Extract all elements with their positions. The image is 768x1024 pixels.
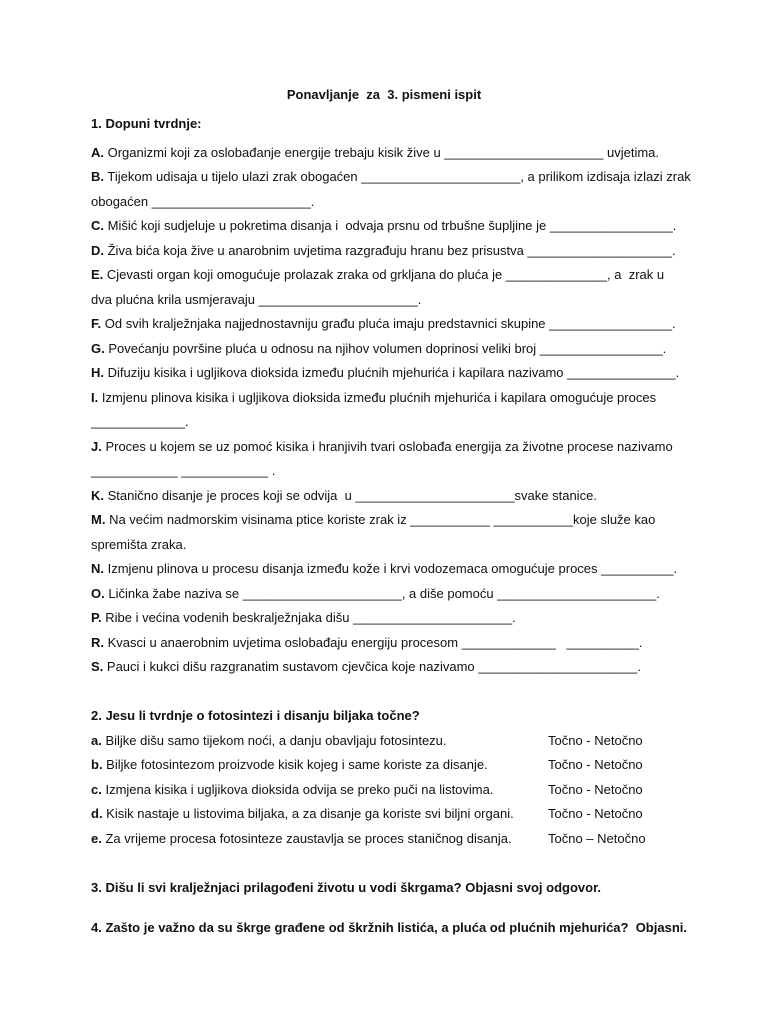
fill-in-item-e: [91, 267, 664, 283]
fill-in-item-j: [91, 439, 673, 455]
item-text: Pauci i kukci dišu razgranatim sustavom cjevčica koje nazivamo ______________________.: [103, 659, 641, 674]
true-false-choice[interactable]: Točno - Netočno: [548, 782, 643, 797]
item-text: Stanično disanje je proces koji se odvija u ______________________svake stanice.: [104, 488, 597, 503]
item-letter: F.: [91, 316, 102, 331]
item-letter: b.: [91, 757, 103, 772]
true-false-item-c: [91, 782, 493, 798]
item-text: Organizmi koji za oslobađanje energije trebaju kisik žive u ______________________ uvjetima.: [104, 145, 660, 160]
item-letter: D.: [91, 243, 104, 258]
item-letter: P.: [91, 610, 102, 625]
true-false-choice[interactable]: Točno - Netočno: [548, 733, 643, 748]
fill-in-item-b-continuation: obogaćen ______________________.: [91, 194, 315, 209]
item-letter: G.: [91, 341, 105, 356]
item-letter: I.: [91, 390, 99, 405]
section-1-heading: 1. Dopuni tvrdnje:: [91, 116, 202, 131]
fill-in-item-s: [91, 659, 641, 675]
item-text: Povećanju površine pluća u odnosu na njihov volumen doprinosi veliki broj _________________.: [104, 341, 667, 356]
item-text: Od svih kralježnjaka najjednostavniju građu pluća imaju predstavnici skupine _________________.: [101, 316, 676, 331]
true-false-choice[interactable]: Točno - Netočno: [548, 806, 643, 821]
item-letter: A.: [91, 145, 104, 160]
item-text: Difuziju kisika i ugljikova dioksida između plućnih mjehurića i kapilara nazivamo _______________.: [104, 365, 680, 380]
item-text: Na većim nadmorskim visinama ptice koriste zrak iz ___________ ___________koje služe kao: [105, 512, 656, 527]
item-text: Kisik nastaje u listovima biljaka, a za disanje ga koriste svi biljni organi.: [102, 806, 514, 821]
item-letter: O.: [91, 586, 105, 601]
item-letter: a.: [91, 733, 102, 748]
fill-in-item-a: [91, 145, 659, 161]
item-letter: M.: [91, 512, 106, 527]
fill-in-item-i: [91, 390, 656, 406]
item-text: Mišić koji sudjeluje u pokretima disanja i odvaja prsnu od trbušne šupljine je _________________.: [104, 218, 677, 233]
item-text: Cjevasti organ koji omogućuje prolazak zraka od grkljana do pluća je ______________, a zrak u: [103, 267, 665, 282]
true-false-item-b: [91, 757, 488, 773]
true-false-item-a: [91, 733, 447, 749]
item-text: Biljke dišu samo tijekom noći, a danju obavljaju fotosintezu.: [101, 733, 447, 748]
item-letter: E.: [91, 267, 104, 282]
fill-in-item-p: [91, 610, 516, 626]
fill-in-item-b: [91, 169, 691, 185]
fill-in-item-h: [91, 365, 679, 381]
true-false-item-d: [91, 806, 514, 822]
fill-in-item-o: [91, 586, 660, 602]
item-text: Ličinka žabe naziva se ______________________, a diše pomoću ______________________.: [104, 586, 660, 601]
item-letter: K.: [91, 488, 104, 503]
item-letter: e.: [91, 831, 102, 846]
fill-in-item-c: [91, 218, 676, 234]
fill-in-item-m-continuation: spremišta zraka.: [91, 537, 187, 552]
true-false-item-e: [91, 831, 512, 847]
item-letter: B.: [91, 169, 104, 184]
item-letter: N.: [91, 561, 104, 576]
item-letter: S.: [91, 659, 104, 674]
fill-in-item-f: [91, 316, 676, 332]
fill-in-item-g: [91, 341, 666, 357]
question-4: 4. Zašto je važno da su škrge građene od škržnih listića, a pluća od plućnih mjehurića? Objasni.: [91, 920, 687, 935]
item-text: Izmjenu plinova u procesu disanja između kože i krvi vodozemaca omogućuje proces __________.: [104, 561, 678, 576]
worksheet-title: Ponavljanje za 3. pismeni ispit: [286, 87, 482, 102]
item-letter: d.: [91, 806, 103, 821]
item-letter: C.: [91, 218, 104, 233]
fill-in-item-d: [91, 243, 676, 259]
fill-in-item-k: [91, 488, 597, 504]
item-text: Ribe i većina vodenih beskralježnjaka dišu ______________________.: [101, 610, 516, 625]
item-text: Živa bića koja žive u anarobnim uvjetima razgrađuju hranu bez prisustva ____________________.: [104, 243, 676, 258]
true-false-choice[interactable]: Točno - Netočno: [548, 757, 643, 772]
item-text: Izmjenu plinova kisika i ugljikova dioksida između plućnih mjehurića i kapilara omogućuje proces: [98, 390, 657, 405]
item-text: Za vrijeme procesa fotosinteze zaustavlja se proces staničnog disanja.: [101, 831, 512, 846]
fill-in-item-e-continuation: dva plućna krila usmjeravaju ______________________.: [91, 292, 422, 307]
fill-in-item-r: [91, 635, 642, 651]
item-text: Tijekom udisaja u tijelo ulazi zrak obogaćen ______________________, a prilikom izdisaja izlazi zrak: [104, 169, 691, 184]
item-letter: R.: [91, 635, 104, 650]
item-letter: c.: [91, 782, 102, 797]
item-text: Kvasci u anaerobnim uvjetima oslobađaju energiju procesom _____________ __________.: [104, 635, 643, 650]
fill-in-item-i-continuation: _____________.: [91, 414, 189, 429]
item-text: Proces u kojem se uz pomoć kisika i hranjivih tvari oslobađa energija za životne procese nazivamo: [101, 439, 673, 454]
fill-in-item-n: [91, 561, 677, 577]
true-false-choice[interactable]: Točno – Netočno: [548, 831, 646, 846]
item-letter: J.: [91, 439, 102, 454]
item-letter: H.: [91, 365, 104, 380]
item-text: Izmjena kisika i ugljikova dioksida odvija se preko puči na listovima.: [101, 782, 494, 797]
fill-in-item-m: [91, 512, 655, 528]
item-text: Biljke fotosintezom proizvode kisik kojeg i same koriste za disanje.: [102, 757, 488, 772]
section-2-heading: 2. Jesu li tvrdnje o fotosintezi i disanju biljaka točne?: [91, 708, 420, 723]
question-3: 3. Dišu li svi kralježnjaci prilagođeni životu u vodi škrgama? Objasni svoj odgovor.: [91, 880, 602, 895]
fill-in-item-j-continuation: ____________ ____________ .: [91, 463, 276, 478]
